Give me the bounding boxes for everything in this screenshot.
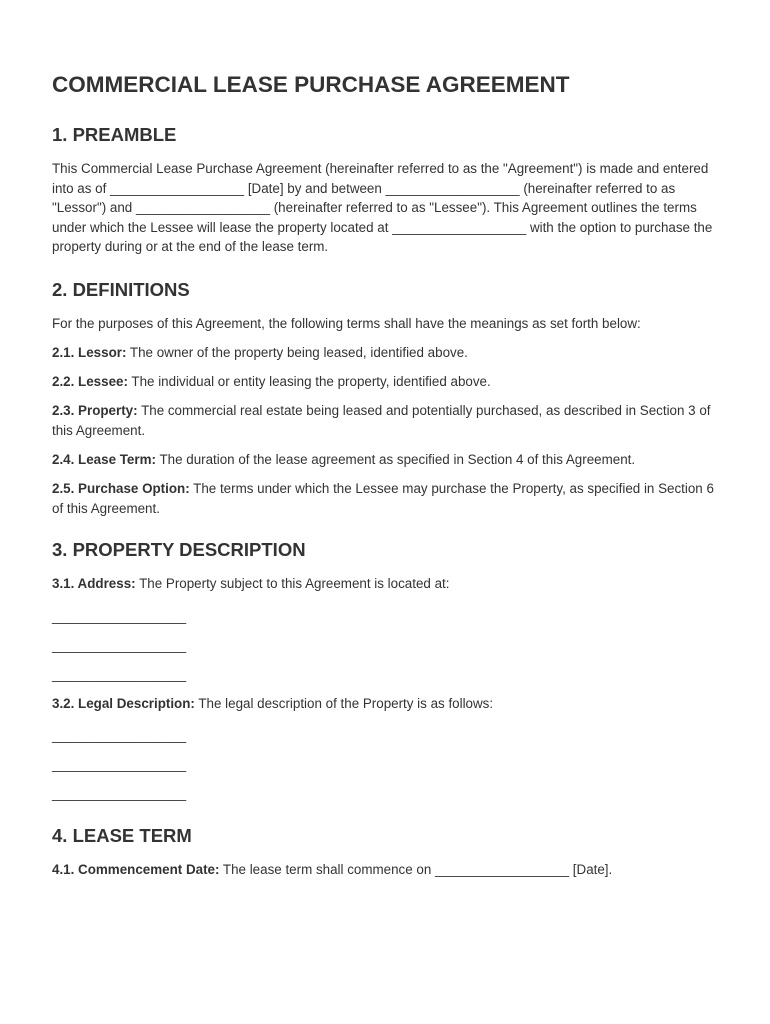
clause-text: The Property subject to this Agreement is located at: (135, 576, 450, 592)
definition-lessor (52, 343, 720, 363)
section-heading-lease-term: 4. LEASE TERM (52, 824, 192, 846)
legal-blank-line: __________________ (52, 728, 187, 744)
definition-lessee (52, 372, 720, 392)
document-page (52, 68, 720, 880)
clause-text: The lease term shall commence on __________________ [Date]. (219, 861, 613, 877)
section-heading-definitions: 2. DEFINITIONS (52, 278, 190, 300)
definition-text: The terms under which the Lessee may purchase the Property, as specified in Section 6 of this Agreement. (52, 481, 714, 516)
definition-term: 2.1. Lessor: (52, 345, 127, 361)
clause-term: 4.1. Commencement Date: (52, 861, 220, 877)
document-title: COMMERCIAL LEASE PURCHASE AGREEMENT (52, 72, 570, 97)
clause-text: The legal description of the Property is as follows: (194, 695, 494, 711)
definition-term: 2.4. Lease Term: (52, 451, 156, 467)
section-heading-preamble: 1. PREAMBLE (52, 124, 177, 145)
address-blank-line: __________________ (52, 637, 187, 653)
commencement-clause (52, 860, 720, 880)
preamble-paragraph: This Commercial Lease Purchase Agreement (hereinafter referred to as the "Agreement") is made and entered into as of __________________ [Date] by and between __________________ (hereinafter referred to as "Lessor") and __________________ (hereinafter referred to as "Lessee"). This Agreement outlines the terms under which the Lessee will lease the property located at __________________ with the option to purchase the property during or at the end of the lease term. (52, 161, 713, 255)
legal-blank-line: __________________ (52, 786, 187, 802)
legal-blank-line: __________________ (52, 757, 187, 773)
address-blank-line: __________________ (52, 608, 187, 624)
definition-purchase-option (52, 479, 720, 518)
definition-text: The commercial real estate being leased and potentially purchased, as described in Section 3 of this Agreement. (52, 403, 711, 438)
clause-term: 3.1. Address: (52, 576, 136, 592)
definition-term: 2.5. Purchase Option: (52, 481, 190, 497)
definition-term: 2.3. Property: (52, 403, 138, 419)
address-blank-line: __________________ (52, 667, 187, 682)
definition-text: The duration of the lease agreement as specified in Section 4 of this Agreement. (155, 451, 636, 467)
definition-property (52, 401, 720, 440)
definition-text: The individual or entity leasing the property, identified above. (127, 374, 491, 390)
section-heading-property-description: 3. PROPERTY DESCRIPTION (52, 539, 306, 561)
legal-description-clause (52, 694, 720, 714)
definition-term: 2.2. Lessee: (52, 374, 128, 390)
definition-text: The owner of the property being leased, identified above. (126, 345, 468, 361)
definitions-intro: For the purposes of this Agreement, the following terms shall have the meanings as set forth below: (52, 315, 641, 331)
clause-term: 3.2. Legal Description: (52, 695, 195, 711)
address-clause (52, 574, 720, 594)
definition-lease-term (52, 450, 720, 470)
